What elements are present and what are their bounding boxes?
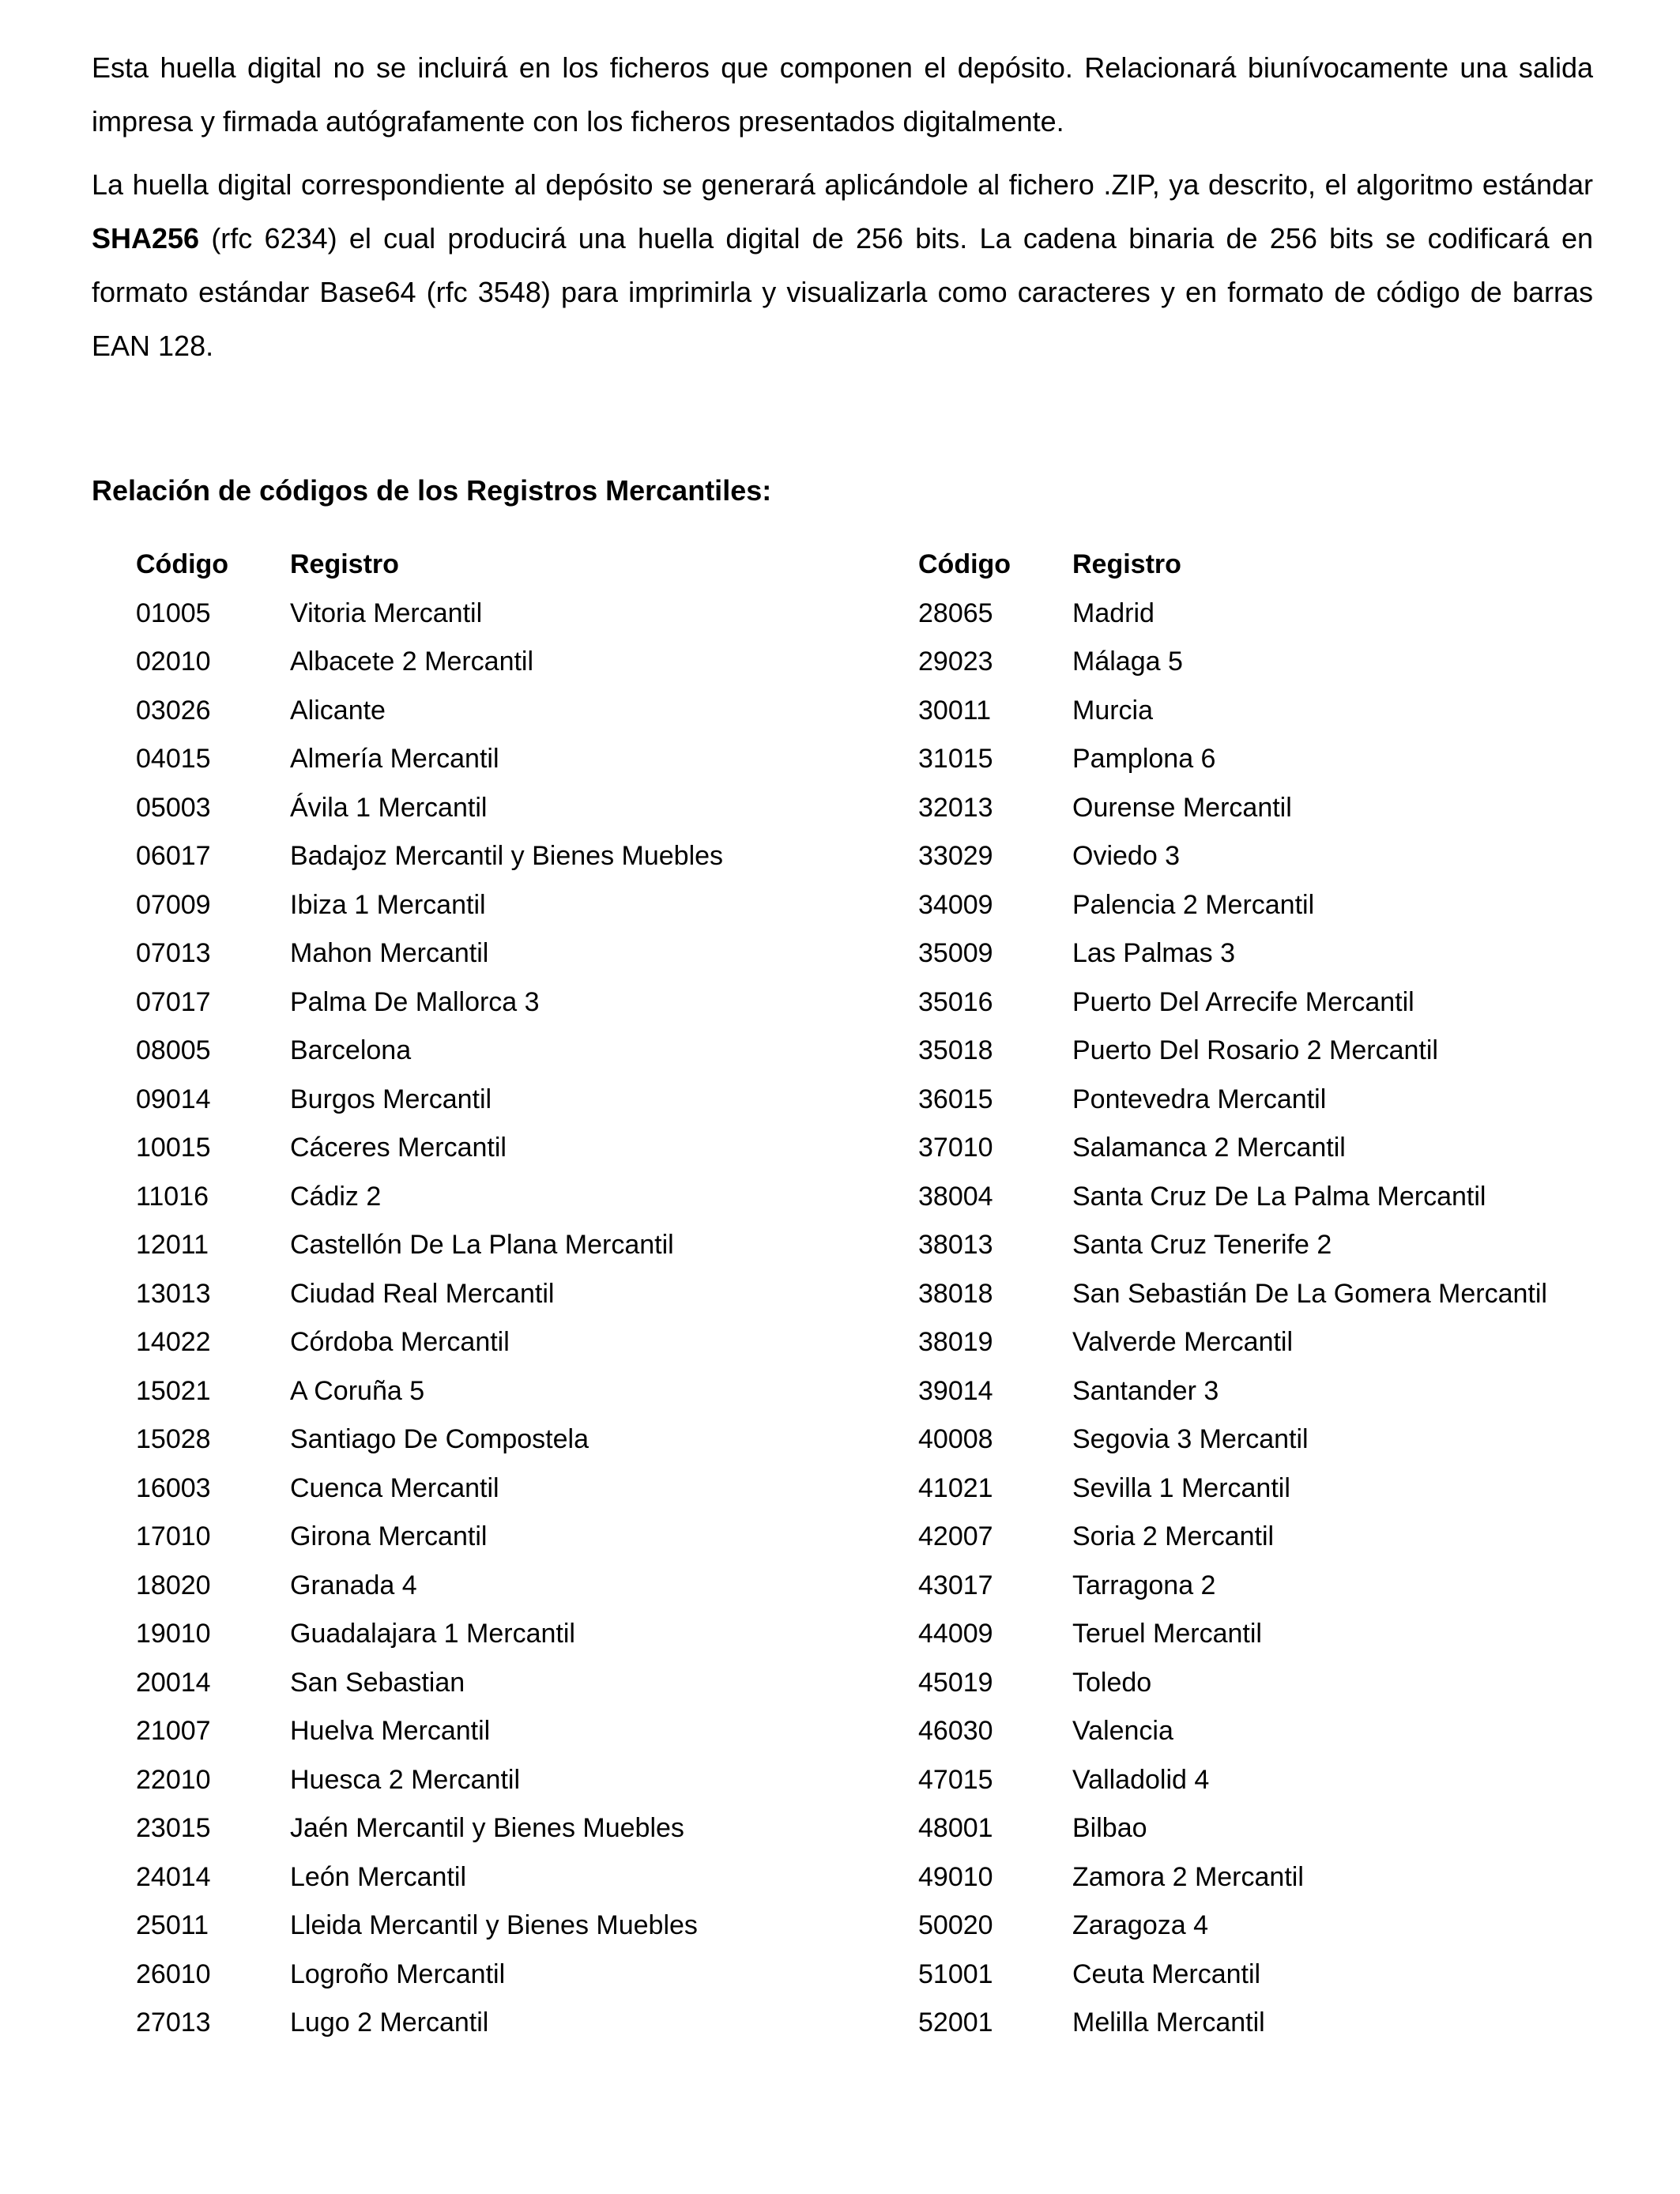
table-row xyxy=(136,1999,723,2048)
table-row xyxy=(136,1610,723,1659)
table-header-row xyxy=(136,541,723,590)
table-row xyxy=(136,784,723,833)
registry-name: Oviedo 3 xyxy=(1072,841,1181,872)
registry-name: San Sebastian xyxy=(290,1667,465,1698)
registry-code: 32013 xyxy=(918,792,993,823)
sha256-term: SHA256 xyxy=(92,222,200,254)
registry-name: Lleida Mercantil y Bienes Muebles xyxy=(290,1910,698,1941)
registry-code: 45019 xyxy=(918,1667,993,1698)
table-row xyxy=(918,978,1547,1027)
table-row xyxy=(918,1367,1547,1416)
registry-name: Valencia xyxy=(1072,1716,1173,1747)
registry-name: Valladolid 4 xyxy=(1072,1764,1210,1795)
registry-name: Puerto Del Arrecife Mercantil xyxy=(1072,986,1414,1017)
registry-name: Cuenca Mercantil xyxy=(290,1472,499,1503)
header-code: Código xyxy=(918,549,1011,580)
registry-name: Albacete 2 Mercantil xyxy=(290,647,534,677)
registry-code: 34009 xyxy=(918,889,993,920)
registry-code: 29023 xyxy=(918,647,993,677)
registry-code: 13013 xyxy=(136,1278,211,1309)
table-row xyxy=(918,1173,1547,1222)
registry-table-right xyxy=(918,541,1547,2048)
registry-code: 18020 xyxy=(136,1570,211,1600)
registry-code: 07009 xyxy=(136,889,211,920)
registry-name: Toledo xyxy=(1072,1667,1152,1698)
registry-code: 40008 xyxy=(918,1424,993,1455)
table-row xyxy=(136,1951,723,2000)
registry-code: 03026 xyxy=(136,695,211,726)
registry-name: Huesca 2 Mercantil xyxy=(290,1764,521,1795)
registry-name: Huelva Mercantil xyxy=(290,1716,491,1747)
table-row xyxy=(918,1902,1547,1951)
registry-name: Jaén Mercantil y Bienes Muebles xyxy=(290,1813,684,1844)
registry-name: Burgos Mercantil xyxy=(290,1084,492,1114)
table-row xyxy=(136,590,723,639)
registry-code: 16003 xyxy=(136,1472,211,1503)
registry-code: 15021 xyxy=(136,1375,211,1406)
registry-name: Tarragona 2 xyxy=(1072,1570,1216,1600)
table-header-row xyxy=(918,541,1547,590)
registry-name: A Coruña 5 xyxy=(290,1375,425,1406)
registry-name: Ciudad Real Mercantil xyxy=(290,1278,555,1309)
table-row xyxy=(136,1124,723,1173)
registry-code: 08005 xyxy=(136,1035,211,1066)
registry-code: 51001 xyxy=(918,1958,993,1989)
table-row xyxy=(918,1562,1547,1611)
registry-name: San Sebastián De La Gomera Mercantil xyxy=(1072,1278,1547,1309)
table-row xyxy=(918,590,1547,639)
table-row xyxy=(918,1659,1547,1708)
table-row xyxy=(918,1756,1547,1805)
registry-name: Melilla Mercantil xyxy=(1072,2007,1265,2038)
registry-code: 19010 xyxy=(136,1619,211,1649)
registry-code: 17010 xyxy=(136,1521,211,1552)
registry-name: Lugo 2 Mercantil xyxy=(290,2007,489,2038)
table-row xyxy=(136,1513,723,1562)
table-row xyxy=(918,1076,1547,1125)
table-row xyxy=(918,1804,1547,1853)
table-row xyxy=(136,1707,723,1756)
registry-code: 35009 xyxy=(918,938,993,969)
paragraph-sha256-description xyxy=(92,158,1593,373)
registry-name: Alicante xyxy=(290,695,386,726)
registry-code: 44009 xyxy=(918,1619,993,1649)
registry-code: 49010 xyxy=(918,1861,993,1892)
table-row xyxy=(136,978,723,1027)
table-row xyxy=(918,929,1547,978)
registry-code: 01005 xyxy=(136,598,211,628)
registry-name: Murcia xyxy=(1072,695,1154,726)
table-row xyxy=(918,784,1547,833)
registry-code: 12011 xyxy=(136,1230,209,1261)
table-row xyxy=(918,832,1547,881)
table-row xyxy=(136,1270,723,1319)
registry-name: Mahon Mercantil xyxy=(290,938,489,969)
registry-code: 43017 xyxy=(918,1570,993,1600)
table-row xyxy=(136,1853,723,1902)
paragraph-text: La huella digital correspondiente al depósito se generará aplicándole al fichero .ZIP, ya descrito, el algoritmo estándar xyxy=(92,168,1593,201)
registry-name: Vitoria Mercantil xyxy=(290,598,483,628)
registry-code: 04015 xyxy=(136,744,211,775)
section-title: Relación de códigos de los Registros Mercantiles: xyxy=(92,474,772,507)
registry-code: 28065 xyxy=(918,598,993,628)
header-registry: Registro xyxy=(1072,549,1181,580)
registry-code: 52001 xyxy=(918,2007,993,2038)
registry-code: 31015 xyxy=(918,744,993,775)
registry-name: Cáceres Mercantil xyxy=(290,1133,507,1163)
registry-code: 24014 xyxy=(136,1861,211,1892)
registry-name: Santa Cruz De La Palma Mercantil xyxy=(1072,1181,1486,1212)
registry-code: 35018 xyxy=(918,1035,993,1066)
registry-name: Ibiza 1 Mercantil xyxy=(290,889,486,920)
registry-name: Málaga 5 xyxy=(1072,647,1183,677)
registry-name: Zaragoza 4 xyxy=(1072,1910,1208,1941)
registry-code: 38018 xyxy=(918,1278,993,1309)
table-row xyxy=(136,735,723,784)
table-row xyxy=(136,1416,723,1465)
table-row xyxy=(918,1707,1547,1756)
registry-name: Salamanca 2 Mercantil xyxy=(1072,1133,1346,1163)
registry-code: 39014 xyxy=(918,1375,993,1406)
table-row xyxy=(136,1562,723,1611)
registry-code: 38019 xyxy=(918,1327,993,1358)
table-row xyxy=(136,1173,723,1222)
registry-code: 15028 xyxy=(136,1424,211,1455)
registry-code: 26010 xyxy=(136,1958,211,1989)
registry-name: Cádiz 2 xyxy=(290,1181,382,1212)
registry-name: Santa Cruz Tenerife 2 xyxy=(1072,1230,1332,1261)
table-row xyxy=(136,881,723,930)
registry-name: Guadalajara 1 Mercantil xyxy=(290,1619,575,1649)
table-row xyxy=(136,1027,723,1076)
table-row xyxy=(918,1221,1547,1270)
registry-name: Soria 2 Mercantil xyxy=(1072,1521,1275,1552)
registry-code: 25011 xyxy=(136,1910,209,1941)
table-row xyxy=(918,1124,1547,1173)
registry-code: 10015 xyxy=(136,1133,211,1163)
table-row xyxy=(136,687,723,736)
table-row xyxy=(918,1465,1547,1514)
registry-code: 20014 xyxy=(136,1667,211,1698)
table-row xyxy=(136,1756,723,1805)
table-row xyxy=(136,1465,723,1514)
registry-name: Badajoz Mercantil y Bienes Muebles xyxy=(290,841,724,872)
table-row xyxy=(136,1076,723,1125)
registry-name: Castellón De La Plana Mercantil xyxy=(290,1230,674,1261)
registry-name: Ceuta Mercantil xyxy=(1072,1958,1261,1989)
registry-code: 14022 xyxy=(136,1327,211,1358)
header-registry: Registro xyxy=(290,549,399,580)
table-row xyxy=(918,1270,1547,1319)
registry-name: Zamora 2 Mercantil xyxy=(1072,1861,1304,1892)
table-row xyxy=(918,1513,1547,1562)
table-row xyxy=(918,1416,1547,1465)
header-code: Código xyxy=(136,549,229,580)
registry-code: 07013 xyxy=(136,938,211,969)
registry-name: Barcelona xyxy=(290,1035,412,1066)
registry-name: Puerto Del Rosario 2 Mercantil xyxy=(1072,1035,1438,1066)
registry-name: Santander 3 xyxy=(1072,1375,1219,1406)
registry-code: 09014 xyxy=(136,1084,211,1114)
table-row xyxy=(918,735,1547,784)
registry-code: 47015 xyxy=(918,1764,993,1795)
registry-name: Madrid xyxy=(1072,598,1155,628)
registry-code: 07017 xyxy=(136,986,211,1017)
registry-name: Pontevedra Mercantil xyxy=(1072,1084,1327,1114)
registry-code: 02010 xyxy=(136,647,211,677)
table-row xyxy=(136,929,723,978)
registry-name: Sevilla 1 Mercantil xyxy=(1072,1472,1290,1503)
registry-name: Segovia 3 Mercantil xyxy=(1072,1424,1309,1455)
registry-code: 30011 xyxy=(918,695,992,726)
registry-name: Las Palmas 3 xyxy=(1072,938,1235,969)
registry-code: 05003 xyxy=(136,792,211,823)
registry-name: Valverde Mercantil xyxy=(1072,1327,1294,1358)
table-row xyxy=(918,1318,1547,1367)
table-row xyxy=(918,881,1547,930)
table-row xyxy=(136,1902,723,1951)
registry-name: Bilbao xyxy=(1072,1813,1147,1844)
registry-name: Logroño Mercantil xyxy=(290,1958,506,1989)
registry-code: 46030 xyxy=(918,1716,993,1747)
registry-name: Girona Mercantil xyxy=(290,1521,488,1552)
registry-code: 48001 xyxy=(918,1813,993,1844)
registry-name: Palma De Mallorca 3 xyxy=(290,986,540,1017)
registry-code: 06017 xyxy=(136,841,211,872)
registry-table-left xyxy=(136,541,723,2048)
registry-code: 22010 xyxy=(136,1764,211,1795)
paragraph-fingerprint-note: Esta huella digital no se incluirá en los ficheros que componen el depósito. Relacionará biunívocamente una salida impresa y firmada autógrafamente con los ficheros presentados digitalmente. xyxy=(92,51,1593,138)
registry-code: 38013 xyxy=(918,1230,993,1261)
registry-code: 23015 xyxy=(136,1813,211,1844)
registry-code: 41021 xyxy=(918,1472,993,1503)
registry-name: León Mercantil xyxy=(290,1861,467,1892)
registry-code: 35016 xyxy=(918,986,993,1017)
registry-code: 36015 xyxy=(918,1084,993,1114)
table-row xyxy=(136,832,723,881)
paragraph-text: (rfc 6234) el cual producirá una huella digital de 256 bits. La cadena binaria de 256 bits se codificará en formato estándar Base64 (rfc 3548) para imprimirla y visualizarla como caracteres y en formato de código de barras EAN 128. xyxy=(92,222,1593,362)
table-row xyxy=(136,1318,723,1367)
table-row xyxy=(136,1367,723,1416)
registry-name: Granada 4 xyxy=(290,1570,417,1600)
registry-name: Teruel Mercantil xyxy=(1072,1619,1262,1649)
registry-name: Ávila 1 Mercantil xyxy=(290,792,488,823)
table-row xyxy=(136,1804,723,1853)
registry-code: 21007 xyxy=(136,1716,211,1747)
registry-code: 50020 xyxy=(918,1910,993,1941)
registry-name: Córdoba Mercantil xyxy=(290,1327,510,1358)
table-row xyxy=(918,1027,1547,1076)
table-row xyxy=(136,638,723,687)
registry-code: 11016 xyxy=(136,1181,209,1212)
table-row xyxy=(136,1221,723,1270)
table-row xyxy=(918,1951,1547,2000)
table-row xyxy=(136,1659,723,1708)
table-row xyxy=(918,1610,1547,1659)
registry-code: 42007 xyxy=(918,1521,993,1552)
table-row xyxy=(918,638,1547,687)
registry-name: Almería Mercantil xyxy=(290,744,499,775)
table-row xyxy=(918,1853,1547,1902)
registry-code: 37010 xyxy=(918,1133,993,1163)
registry-code: 38004 xyxy=(918,1181,993,1212)
registry-code: 27013 xyxy=(136,2007,211,2038)
document-body xyxy=(92,41,1593,383)
registry-name: Ourense Mercantil xyxy=(1072,792,1292,823)
registry-code: 33029 xyxy=(918,841,993,872)
table-row xyxy=(918,687,1547,736)
registry-name: Palencia 2 Mercantil xyxy=(1072,889,1315,920)
table-row xyxy=(918,1999,1547,2048)
registry-name: Pamplona 6 xyxy=(1072,744,1216,775)
registry-name: Santiago De Compostela xyxy=(290,1424,590,1455)
